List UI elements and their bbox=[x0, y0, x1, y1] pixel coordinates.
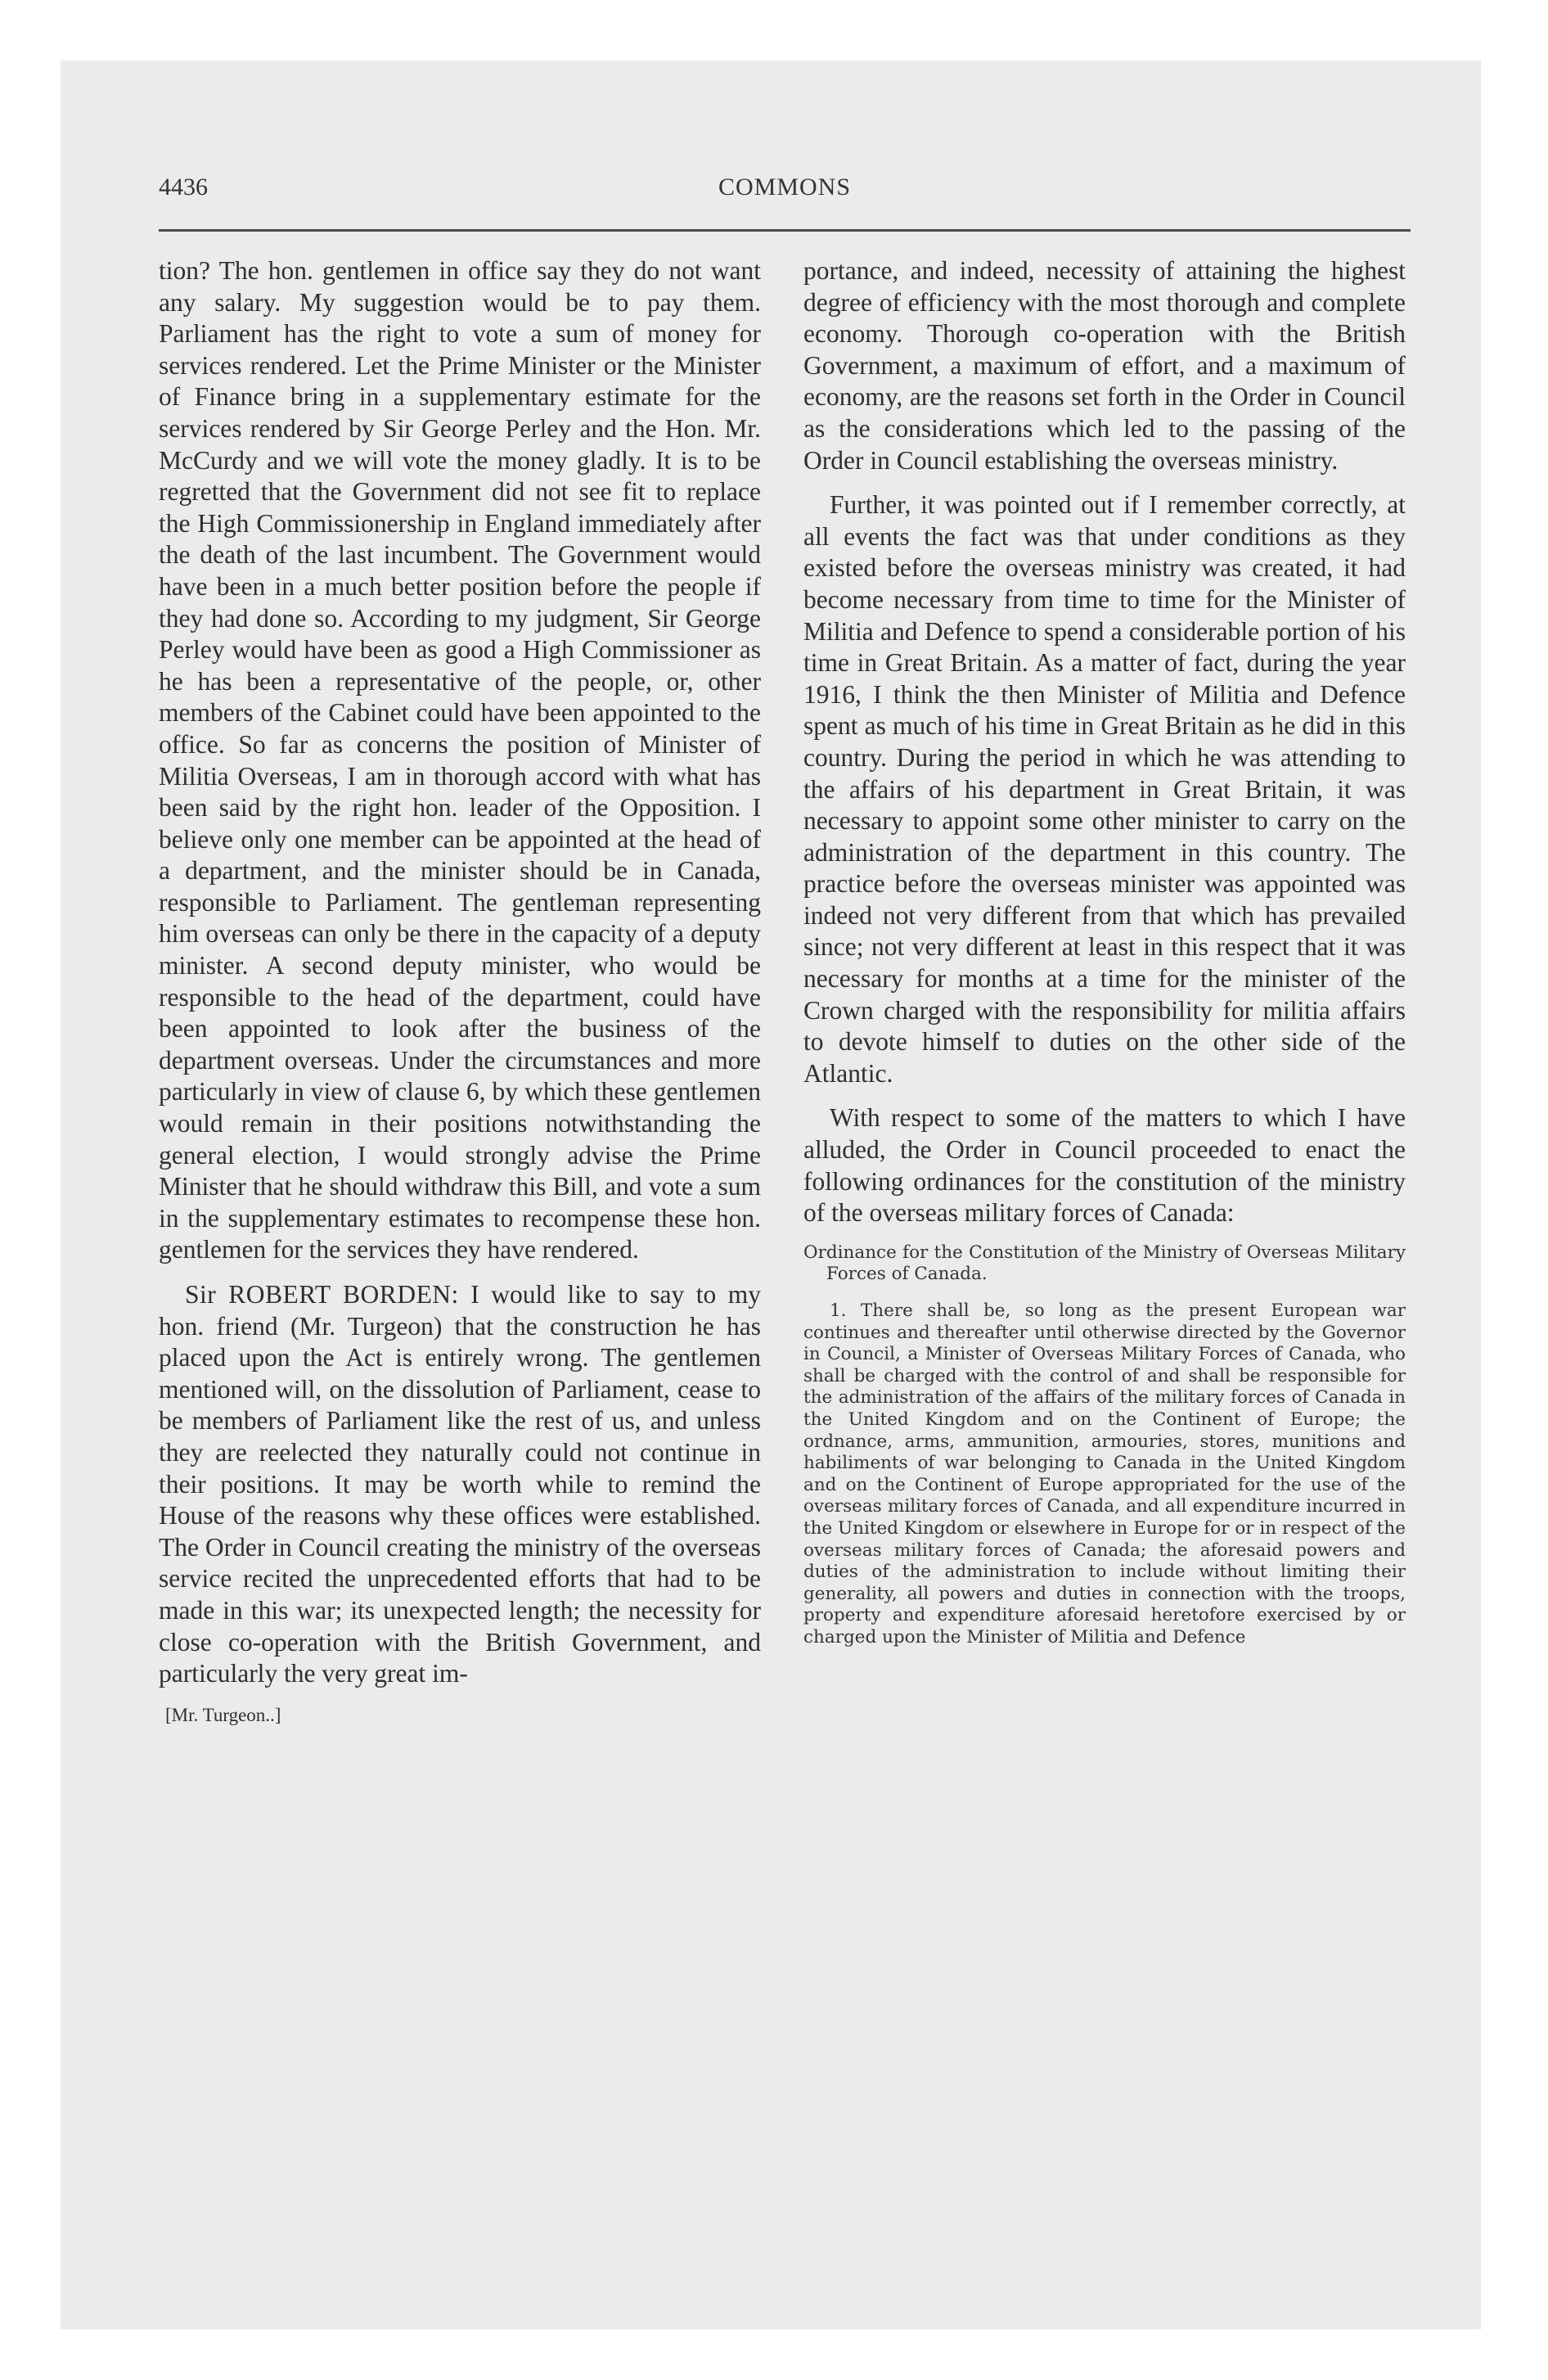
ordinance-quotation bbox=[803, 1242, 1406, 1649]
speaker-footer-reference: [Mr. Turgeon..] bbox=[165, 1704, 281, 1725]
running-head: COMMONS bbox=[718, 174, 852, 201]
speech-text: I would like to say to my hon. friend (Mr. Turgeon) that the construction he has placed upon the Act is entirely wrong. The gentlemen mentioned will, on the dissolution of Parliament, cease to be members of Parliament like the rest of us, and unless they are reelected they naturally could not continue in their positions. It may be worth while to remind the House of the reasons why these offices were established. The Order in Council creating the ministry of the overseas service recited the unprecedented efforts that had to be made in this war; its unexpected length; the necessity for close co-operation with the British Government, and particularly the very great im- bbox=[159, 1280, 761, 1688]
paragraph: portance, and indeed, necessity of attaining the highest degree of efficiency with the most thorough and complete economy. Thorough co-operation with the British Government, a maximum of effort, and a maximum of economy, are the reasons set forth in the Order in Council as the considerations which led to the passing of the Order in Council establishing the overseas ministry. bbox=[803, 256, 1406, 475]
header-rule bbox=[159, 229, 1411, 232]
paragraph: Further, it was pointed out if I remember correctly, at all events the fact was that under conditions as they existed before the overseas ministry was created, it had become necessary from time to time for the Minister of Militia and Defence to spend a considerable portion of his time in Great Britain. As a matter of fact, during the year 1916, I think the then Minister of Militia and Defence spent as much of his time in Great Britain as he did in this country. During the period in which he was attending to the affairs of his department in Great Britain, it was necessary to appoint some other minister to carry on the administration of the department in this country. The practice before the overseas minister was appointed was indeed not very different from that which has prevailed since; not very different at least in this respect that it was necessary for months at a time for the minister of the Crown charged with the responsibility for militia affairs to devote himself to duties on the other side of the Atlantic. bbox=[803, 490, 1406, 1088]
page-number: 4436 bbox=[159, 174, 208, 201]
paragraph: With respect to some of the matters to which I have alluded, the Order in Council proceeded to enact the following ordinances for the constitution of the ministry of the overseas military forces of Canada: bbox=[803, 1103, 1406, 1228]
right-column bbox=[803, 255, 1406, 1649]
ordinance-clause: 1. There shall be, so long as the present European war continues and thereafter until otherwise directed by the Governor in Council, a Minister of Overseas Military Forces of Canada, who shall be charged with the control of and shall be responsible for the administration of the affairs of the military forces of Canada in the United Kingdom and on the Continent of Europe; the ordnance, arms, ammunition, armouries, stores, munitions and habiliments of war belonging to Canada in the United Kingdom and on the Continent of Europe appropriated for the use of the overseas military forces of Canada, and all expenditure incurred in the United Kingdom or elsewhere in Europe for or in respect of the overseas military forces of Canada; the aforesaid powers and duties of the administration to include without limiting their generality, all powers and duties in connection with the troops, property and expenditure aforesaid heretofore exercised by or charged upon the Minister of Militia and Defence bbox=[803, 1300, 1406, 1648]
left-column bbox=[159, 255, 761, 1728]
hansard-page bbox=[159, 164, 1411, 2243]
speaker-name: Sir ROBERT BORDEN: bbox=[185, 1280, 459, 1309]
paragraph bbox=[159, 1279, 761, 1690]
ordinance-title: Ordinance for the Constitution of the Ministry of Overseas Military Forces of Canada. bbox=[803, 1242, 1406, 1285]
paragraph: tion? The hon. gentlemen in office say they do not want any salary. My suggestion would be to pay them. Parliament has the right to vote a sum of money for services rendered. Let the Prime Minister or the Minister of Finance bring in a supplementary estimate for the services rendered by Sir George Perley and the Hon. Mr. McCurdy and we will vote the money gladly. It is to be regretted that the Government did not see fit to replace the High Commissionership in England immediately after the death of the last incumbent. The Government would have been in a much better position before the people if they had done so. According to my judgment, Sir George Perley would have been as good a High Commissioner as he has been a representative of the people, or, other members of the Cabinet could have been appointed to the office. So far as concerns the position of Minister of Militia Overseas, I am in thorough accord with what has been said by the right hon. leader of the Opposition. I believe only one member can be appointed at the head of a department, and the minister should be in Canada, responsible to Parliament. The gentleman representing him overseas can only be there in the capacity of a deputy minister. A second deputy minister, who would be responsible to the head of the department, could have been appointed to look after the business of the department overseas. Under the circumstances and more particularly in view of clause 6, by which these gentlemen would remain in their positions notwithstanding the general election, I would strongly advise the Prime Minister that he should withdraw this Bill, and vote a sum in the supplementary estimates to recompense these hon. gentlemen for the services they have rendered. bbox=[159, 256, 761, 1264]
page-header bbox=[159, 174, 1411, 206]
